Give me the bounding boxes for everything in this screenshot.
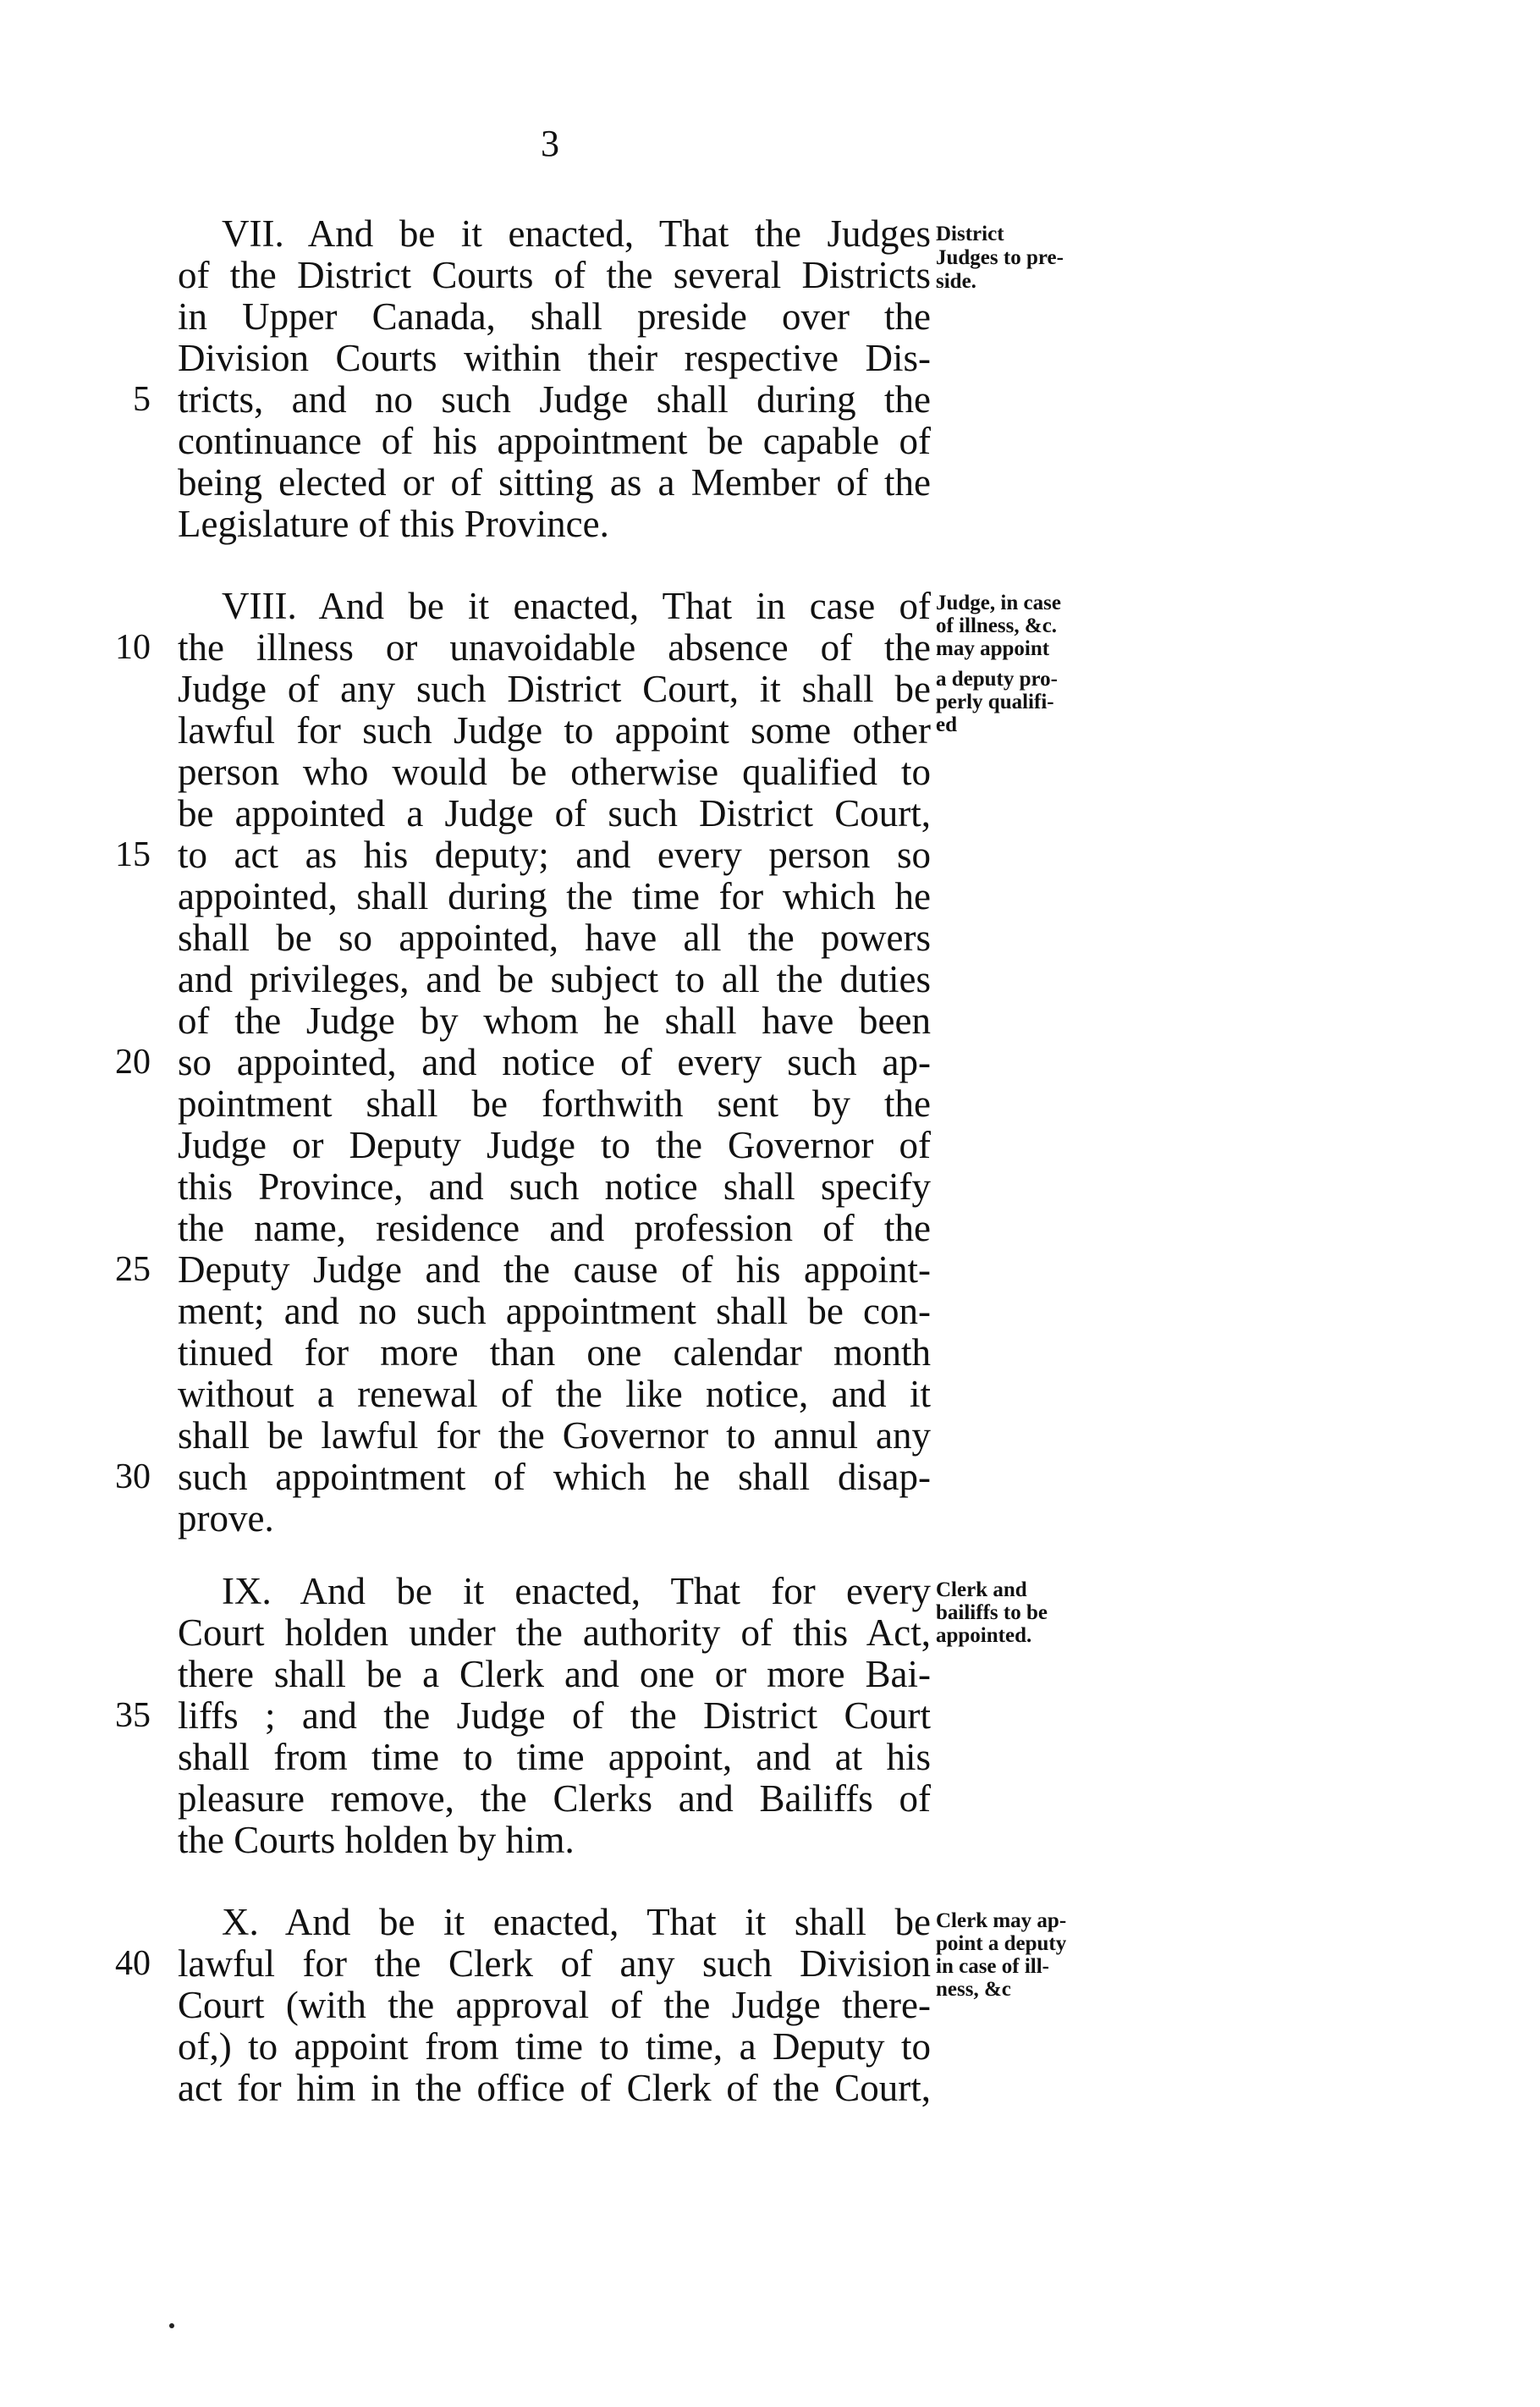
text-line: shall be lawful for the Governor to annul any — [178, 1414, 931, 1457]
text-line: pointment shall be forthwith sent by the — [178, 1082, 931, 1125]
line-number: 20 — [115, 1043, 151, 1082]
margin-note-line: in case of ill- — [936, 1955, 1050, 1978]
text-line: be appointed a Judge of such District Court, — [178, 792, 931, 834]
margin-note-line: appointed. — [936, 1624, 1032, 1647]
text-line: shall from time to time appoint, and at his — [178, 1736, 931, 1778]
text-line: the illness or unavoidable absence of the — [178, 626, 931, 669]
stray-ink-dot — [169, 2323, 174, 2328]
text-line: Court (with the approval of the Judge there- — [178, 1984, 931, 2026]
text-line: the Courts holden by him. — [178, 1819, 575, 1861]
text-line: this Province, and such notice shall specify — [178, 1165, 931, 1208]
margin-note-line: side. — [936, 270, 976, 293]
text-line: Court holden under the authority of this Act, — [178, 1611, 931, 1654]
text-line: Legislature of this Province. — [178, 503, 609, 545]
line-number: 35 — [115, 1696, 151, 1735]
margin-note-line: Judge, in case — [936, 592, 1061, 614]
text-line: person who would be otherwise qualified to — [178, 751, 931, 793]
margin-note-line: a deputy pro- — [936, 668, 1059, 691]
text-line: tinued for more than one calendar month — [178, 1331, 931, 1374]
text-line: IX. And be it enacted, That for every — [222, 1570, 931, 1612]
line-number: 40 — [115, 1944, 151, 1983]
text-line: X. And be it enacted, That it shall be — [222, 1901, 931, 1943]
text-line: lawful for the Clerk of any such Division — [178, 1942, 931, 1985]
text-line: the name, residence and profession of the — [178, 1207, 931, 1249]
margin-note-line: ed — [936, 713, 957, 736]
margin-note-line: District — [936, 223, 1004, 245]
text-line: of the District Courts of the several Districts — [178, 254, 931, 296]
text-line: pleasure remove, the Clerks and Bailiffs of — [178, 1777, 931, 1820]
text-line: shall be so appointed, have all the powers — [178, 917, 931, 959]
text-line: without a renewal of the like notice, and it — [178, 1373, 931, 1415]
text-line: Deputy Judge and the cause of his appoint- — [178, 1248, 931, 1291]
text-line: of,) to appoint from time to time, a Deputy to — [178, 2025, 931, 2068]
margin-note-line: Clerk and — [936, 1578, 1027, 1601]
text-line: Division Courts within their respective Dis- — [178, 337, 931, 379]
text-line: of the Judge by whom he shall have been — [178, 1000, 931, 1042]
text-line: to act as his deputy; and every person so — [178, 834, 931, 876]
text-line: in Upper Canada, shall preside over the — [178, 295, 931, 338]
text-line: act for him in the office of Clerk of the Court, — [178, 2067, 931, 2109]
text-line: liffs ; and the Judge of the District Court — [178, 1694, 931, 1737]
text-line: continuance of his appointment be capable of — [178, 420, 931, 462]
text-line: there shall be a Clerk and one or more Bai- — [178, 1653, 931, 1695]
line-number: 15 — [115, 835, 151, 874]
page-number: 3 — [541, 123, 559, 164]
margin-note-line: Clerk may ap- — [936, 1909, 1067, 1932]
text-line: VIII. And be it enacted, That in case of — [222, 585, 931, 627]
text-line: ment; and no such appointment shall be con- — [178, 1290, 931, 1332]
margin-note-line: Judges to pre- — [936, 246, 1064, 269]
text-line: appointed, shall during the time for which he — [178, 875, 931, 917]
text-line: tricts, and no such Judge shall during the — [178, 378, 931, 421]
text-line: Judge or Deputy Judge to the Governor of — [178, 1124, 931, 1166]
text-line: VII. And be it enacted, That the Judges — [222, 212, 931, 255]
line-number: 25 — [115, 1250, 151, 1289]
margin-note-line: of illness, &c. — [936, 614, 1058, 637]
margin-note-line: perly qualifi- — [936, 691, 1054, 713]
line-number: 10 — [115, 628, 151, 667]
text-line: so appointed, and notice of every such ap- — [178, 1041, 931, 1083]
margin-note-line: ness, &c — [936, 1978, 1011, 2001]
line-number: 5 — [133, 380, 151, 419]
text-line: such appointment of which he shall disap- — [178, 1456, 931, 1498]
margin-note-line: bailiffs to be — [936, 1601, 1048, 1624]
text-line: and privileges, and be subject to all the duties — [178, 958, 931, 1000]
margin-note-line: point a deputy — [936, 1932, 1067, 1955]
text-line: Judge of any such District Court, it shall be — [178, 668, 931, 710]
text-line: being elected or of sitting as a Member of the — [178, 461, 931, 504]
text-line: lawful for such Judge to appoint some other — [178, 709, 931, 752]
line-number: 30 — [115, 1457, 151, 1496]
text-line: prove. — [178, 1497, 274, 1539]
margin-note-line: may appoint — [936, 637, 1050, 660]
